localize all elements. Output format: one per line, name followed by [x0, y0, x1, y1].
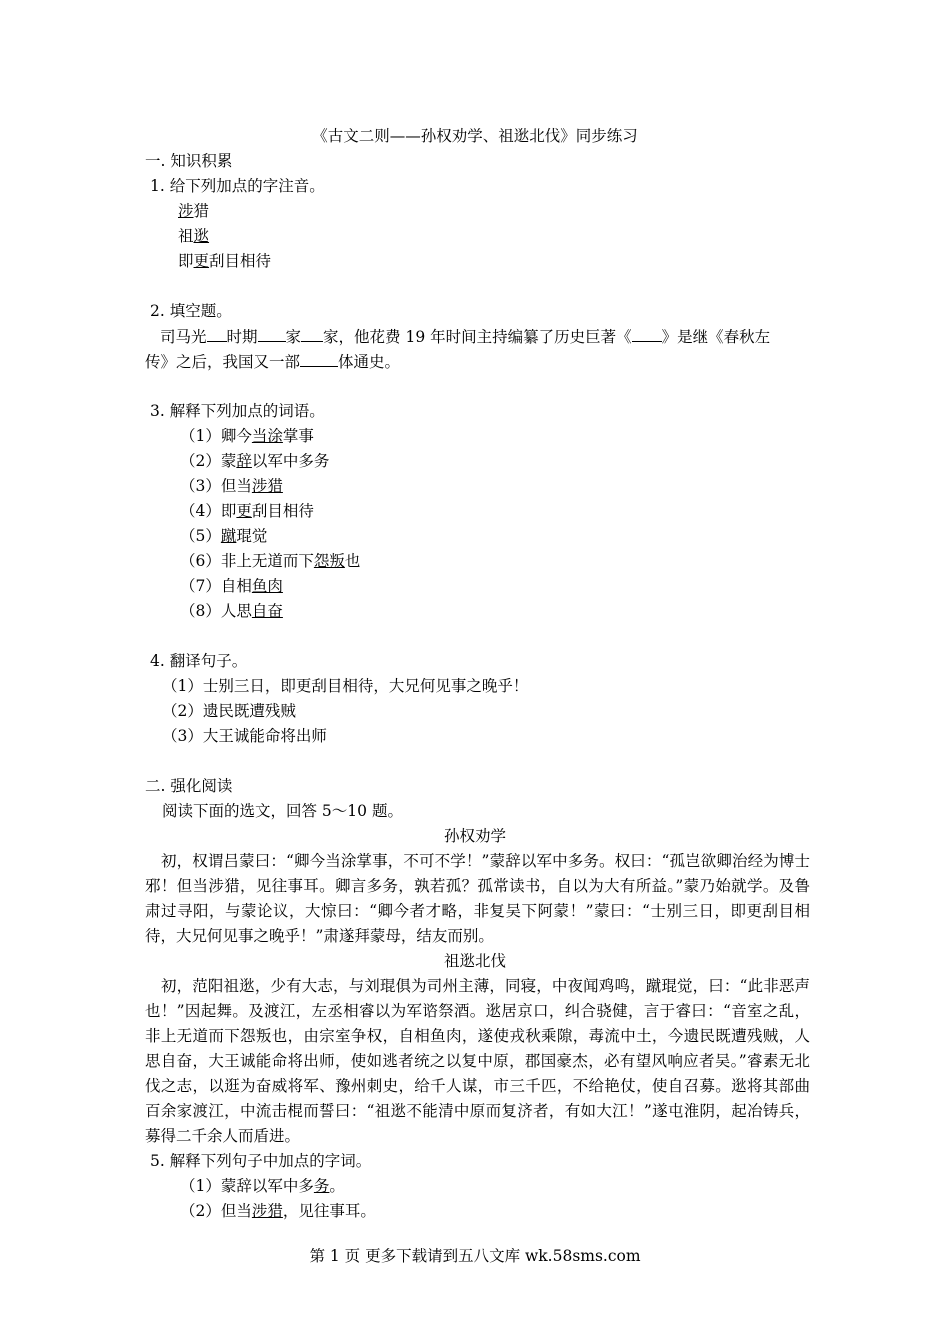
q3-item: （5）蹴琨觉: [180, 527, 268, 545]
fill-blank: [632, 324, 662, 342]
q2-stem: 2. 填空题。: [150, 302, 232, 320]
passage-2-text: 初，范阳祖逖，少有大志，与刘琨俱为司州主薄，同寝，中夜闻鸡鸣，蹴琨觉，曰：“此非恶声也！”因起舞。及渡江，左丞相睿以为军谘祭酒。逖居京口，纠合骁健，言于睿曰：“音室之乱，非上无道而下怨叛也，由宗室争权，自相鱼肉，遂使戎秋乘隙，毒流中土，今遗民既遭残贼，人思自奋，大王诚能命将出师，使如逃者统之以复中原，郡国豪杰，必有望风响应者吴。”睿素无北伐之志，以逛为奋威将军、豫州刺史，给千人谋，市三千匹，不给艳仗，使自召募。逖将其部曲百余家渡江，中流击棍而誓曰：“祖逖不能清中原而复济者，有如大江！”遂屯淮阴，起冶铸兵，募得二千余人而盾进。: [145, 977, 810, 1145]
q1-item: 即更刮目相待: [178, 252, 272, 270]
page-footer: 第 1 页 更多下载请到五八文库 wk.58sms.com: [309, 1247, 641, 1265]
q4-item: （3）大王诚能命将出师: [162, 727, 327, 745]
page-title: 《古文二则——孙权劝学、祖逖北伐》同步练习: [312, 127, 638, 145]
passage-2-title: 祖逖北伐: [443, 952, 506, 970]
passage-1-text: 初，权谓吕蒙曰：“卿今当涂掌事，不可不学！”蒙辞以军中多务。权曰：“孤岂欲卿治经为博士邪！但当涉猎，见往事耳。卿言多务，孰若孤？孤常读书，自以为大有所益。”蒙乃始就学。及鲁肃过寻阳，与蒙论议，大惊曰：“卿今者才略，非复吴下阿蒙！”蒙曰：“士别三日，即更刮目相待，大兄何见事之晚乎！”肃遂拜蒙母，结友而别。: [145, 852, 810, 945]
fill-blank: [207, 324, 227, 342]
q3-stem: 3. 解释下列加点的词语。: [150, 402, 325, 420]
q2-line-2: 传》之后，我国又一部 体通史。: [145, 349, 400, 375]
q2-line-1: 司马光 时期 家 家，他花费 19 年时间主持编纂了历史巨著《 》是继《春秋左: [160, 324, 770, 350]
q4-item: （1）士别三日，即更刮目相待，大兄何见事之晚乎！: [162, 677, 529, 695]
q1-stem: 1. 给下列加点的字注音。: [150, 177, 325, 195]
section-2-heading: 二. 强化阅读: [145, 777, 233, 795]
q3-item: （8）人思自奋: [180, 602, 283, 620]
q4-stem: 4. 翻译句子。: [150, 652, 248, 670]
q3-item: （4）即更刮目相待: [180, 502, 314, 520]
q3-item: （6）非上无道而下怨叛也: [180, 552, 361, 570]
reading-intro: 阅读下面的选文，回答 5～10 题。: [162, 802, 403, 820]
fill-blank: [301, 324, 323, 342]
q3-item: （2）蒙辞以军中多务: [180, 452, 330, 470]
q4-item: （2）遗民既遭残贼: [162, 702, 296, 720]
q5-stem: 5. 解释下列句子中加点的字词。: [150, 1152, 372, 1170]
fill-blank: [300, 349, 338, 367]
q3-item: （7）自相鱼肉: [180, 577, 283, 595]
q1-item: 涉猎: [178, 202, 210, 220]
q3-item: （3）但当涉猎: [180, 477, 283, 495]
q3-item: （1）卿今当涂掌事: [180, 427, 314, 445]
q1-item: 祖逖: [178, 227, 210, 245]
q5-item: （2）但当涉猎，见往事耳。: [180, 1202, 376, 1220]
passage-1-title: 孙权劝学: [443, 827, 506, 845]
fill-blank: [258, 324, 286, 342]
q5-item: （1）蒙辞以军中多务。: [180, 1177, 345, 1195]
section-1-heading: 一. 知识积累: [145, 152, 233, 170]
